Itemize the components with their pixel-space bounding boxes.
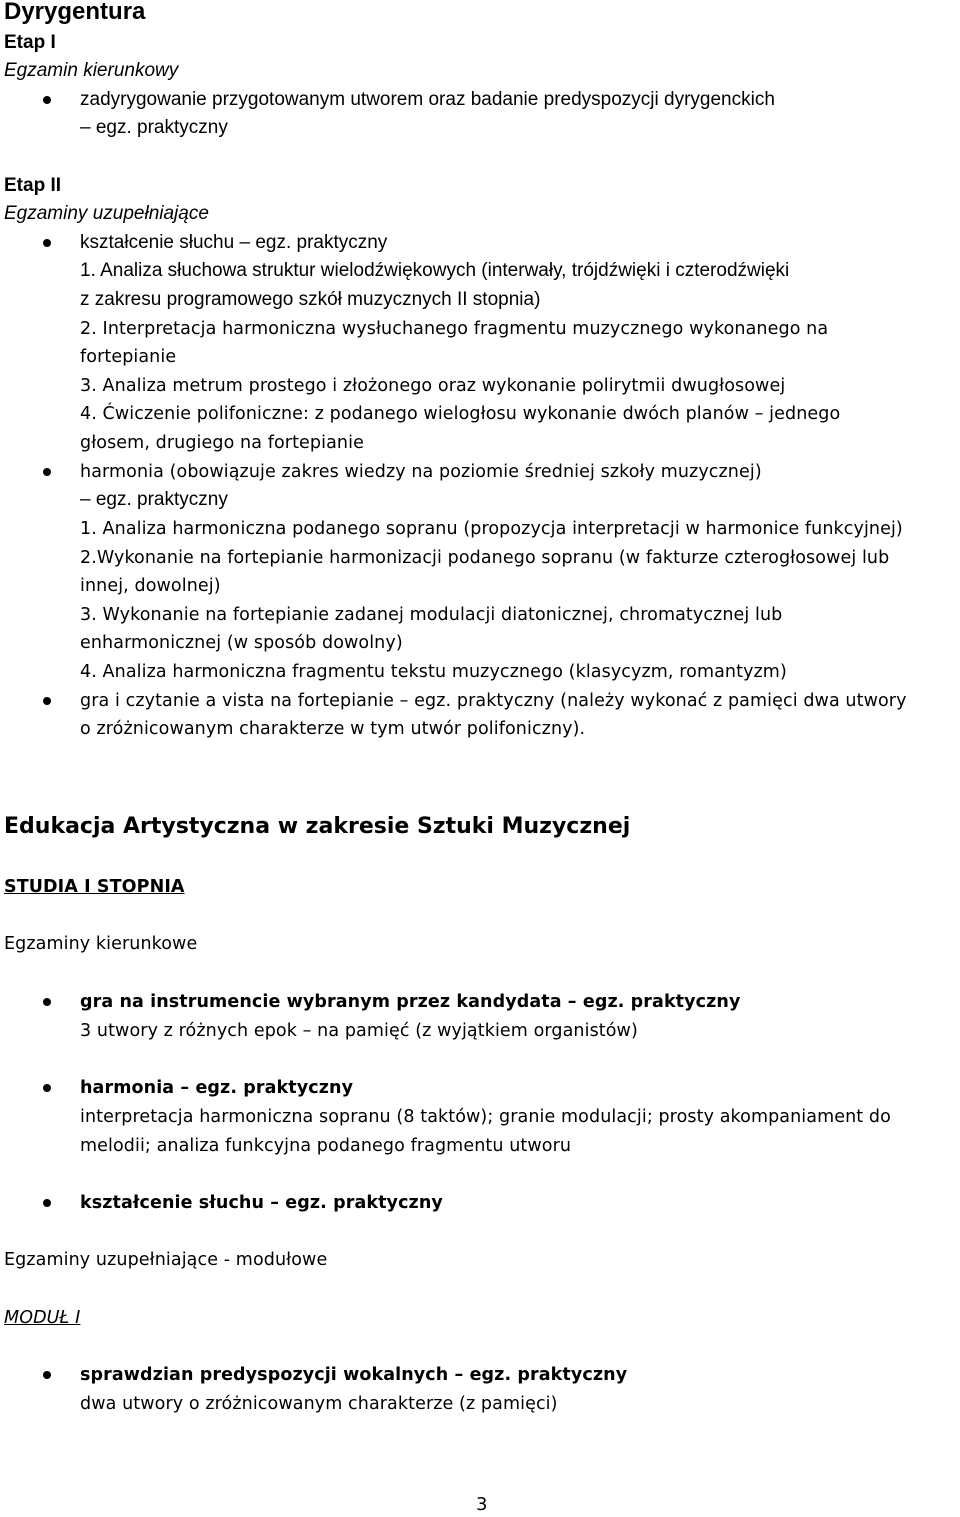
bullet [43, 239, 51, 247]
list-item-text: – egz. praktyczny [80, 117, 228, 138]
exam-item-title: sprawdzian predyspozycji wokalnych – egz. praktyczny [80, 1365, 628, 1385]
bullet [43, 697, 51, 705]
exam-item-title: kształcenie słuchu – egz. praktyczny [80, 1193, 443, 1213]
bullet [43, 96, 51, 104]
sub-item-text: 4. Analiza harmoniczna fragmentu tekstu muzycznego (klasycyzm, romantyzm) [80, 662, 787, 682]
sub-item-text: głosem, drugiego na fortepianie [80, 433, 364, 453]
sub-item-text: z zakresu programowego szkół muzycznych II stopnia) [80, 289, 541, 310]
bullet [43, 1199, 51, 1207]
bullet [43, 998, 51, 1006]
section-title: Edukacja Artystyczna w zakresie Sztuki Muzycznej [4, 814, 631, 839]
list-item-text: zadyrygowanie przygotowanym utworem oraz badanie predyspozycji dyrygenckich [80, 89, 775, 110]
sub-item-text: 1. Analiza słuchowa struktur wielodźwiękowych (interwały, trójdźwięki i czterodźwięki [80, 260, 790, 281]
sub-item-text: 3. Analiza metrum prostego i złożonego oraz wykonanie polirytmii dwugłosowej [80, 376, 786, 396]
exam-subheading: Egzamin kierunkowy [4, 60, 179, 81]
list-item-text: gra i czytanie a vista na fortepianie – egz. praktyczny (należy wykonać z pamięci dwa utwory [80, 691, 907, 711]
module-heading: MODUŁ I [4, 1308, 81, 1328]
sub-item-text: 1. Analiza harmoniczna podanego sopranu (propozycja interpretacji w harmonice funkcyjnej) [80, 519, 903, 539]
exams-heading: Egzaminy kierunkowe [4, 934, 198, 954]
list-item-text: harmonia (obowiązuje zakres wiedzy na poziomie średniej szkoły muzycznej) [80, 462, 762, 482]
exam-item-title: harmonia – egz. praktyczny [80, 1078, 354, 1098]
study-level: STUDIA I STOPNIA [4, 877, 185, 897]
exam-item-desc: dwa utwory o zróżnicowanym charakterze (z pamięci) [80, 1394, 558, 1414]
sub-item-text: 4. Ćwiczenie polifoniczne: z podanego wielogłosu wykonanie dwóch planów – jednego [80, 404, 841, 424]
bullet [43, 468, 51, 476]
list-item-text: kształcenie słuchu – egz. praktyczny [80, 232, 388, 253]
sub-item-text: enharmonicznej (w sposób dowolny) [80, 633, 403, 653]
sub-item-text: 3. Wykonanie na fortepianie zadanej modulacji diatonicznej, chromatycznej lub [80, 605, 783, 625]
exam-subheading: Egzaminy uzupełniające [4, 203, 209, 224]
sub-item-text: 2. Interpretacja harmoniczna wysłuchanego fragmentu muzycznego wykonanego na [80, 319, 829, 339]
exam-item-desc: melodii; analiza funkcyjna podanego fragmentu utworu [80, 1136, 572, 1156]
exam-item-desc: 3 utwory z różnych epok – na pamięć (z wyjątkiem organistów) [80, 1021, 638, 1041]
sub-item-text: innej, dowolnej) [80, 576, 221, 596]
etap-heading: Etap I [4, 32, 56, 53]
bullet [43, 1371, 51, 1379]
exam-item-title: gra na instrumencie wybranym przez kandydata – egz. praktyczny [80, 992, 741, 1012]
exam-item-desc: interpretacja harmoniczna sopranu (8 taktów); granie modulacji; prosty akompaniament do [80, 1107, 891, 1127]
list-item-text: o zróżnicowanym charakterze w tym utwór polifoniczny). [80, 719, 586, 739]
sub-item-text: fortepianie [80, 347, 177, 367]
bullet [43, 1084, 51, 1092]
list-item-text: – egz. praktyczny [80, 489, 228, 510]
sub-item-text: 2.Wykonanie na fortepianie harmonizacji podanego sopranu (w fakturze czterogłosowej lub [80, 548, 890, 568]
page-number: 3 [476, 1494, 488, 1515]
section-title: Dyrygentura [4, 0, 146, 25]
etap-heading: Etap II [4, 175, 62, 196]
supplementary-heading: Egzaminy uzupełniające - modułowe [4, 1250, 328, 1270]
